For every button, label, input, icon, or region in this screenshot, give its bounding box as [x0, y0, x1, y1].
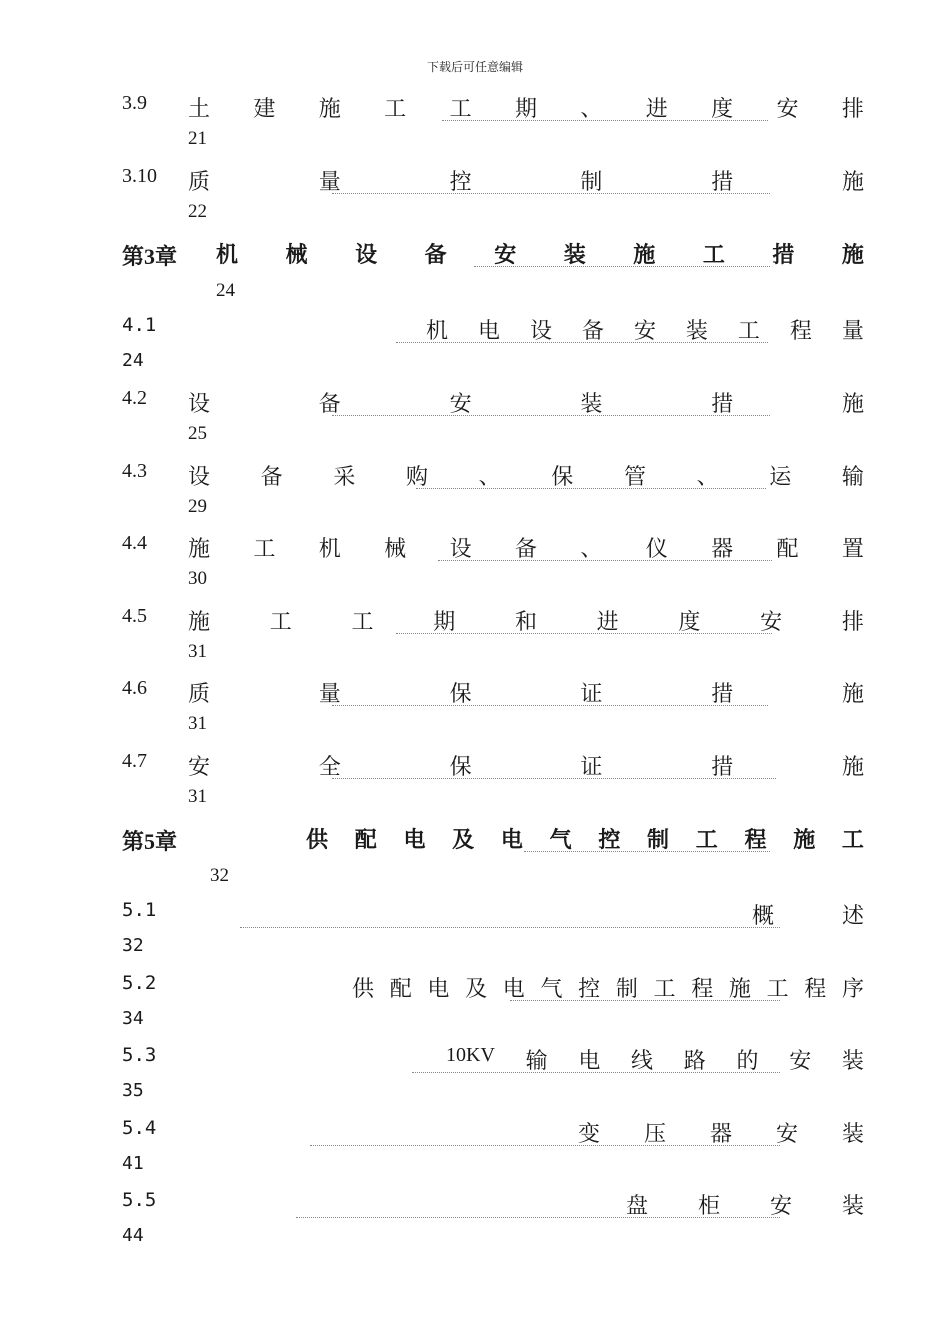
title-char: 措: [711, 755, 734, 780]
entry-title: [188, 460, 864, 491]
title-char: 、: [478, 465, 501, 490]
page-number: 41: [122, 1153, 144, 1174]
title-char: 施: [793, 828, 816, 853]
title-char: 程: [744, 828, 767, 853]
title-char: 装: [841, 1049, 864, 1074]
title-char: 工: [269, 610, 292, 635]
title-char: 安: [789, 1049, 812, 1074]
section-number: 5.4: [122, 1117, 157, 1139]
toc-entry[interactable]: [0, 825, 950, 897]
entry-title: [188, 750, 864, 781]
title-char: 电: [477, 319, 500, 344]
entry-title: [578, 1117, 864, 1148]
entry-title: [188, 532, 864, 563]
title-char: 气: [540, 977, 563, 1002]
toc-entry[interactable]: [0, 750, 950, 822]
section-number: 4.1: [122, 314, 157, 336]
entry-title: [216, 238, 864, 269]
title-char: 制: [647, 828, 670, 853]
title-char: 工: [449, 97, 472, 122]
title-char: 安: [760, 610, 783, 635]
title-char: 10KV: [446, 1044, 495, 1066]
title-char: 措: [711, 682, 734, 707]
page-header: 下载后可任意编辑: [426, 60, 523, 74]
title-char: 变: [578, 1122, 601, 1147]
title-char: 配: [354, 828, 377, 853]
title-char: 置: [841, 537, 864, 562]
page-number: 29: [188, 496, 207, 517]
page-number: 21: [188, 128, 207, 149]
entry-title: [306, 823, 864, 854]
title-char: 运: [769, 465, 792, 490]
title-char: 程: [691, 977, 714, 1002]
title-char: 安: [449, 392, 472, 417]
title-char: 装: [685, 319, 708, 344]
title-char: 工: [351, 610, 374, 635]
title-char: 输: [525, 1049, 548, 1074]
toc-entry[interactable]: [0, 387, 950, 459]
title-char: 装: [563, 243, 586, 268]
toc-entry[interactable]: [0, 899, 950, 971]
title-char: 证: [580, 755, 603, 780]
toc-entry[interactable]: [0, 532, 950, 604]
title-char: 机: [426, 319, 449, 344]
toc-entry[interactable]: [0, 972, 950, 1044]
title-char: 设: [529, 319, 552, 344]
title-char: 配: [776, 537, 799, 562]
title-char: 线: [631, 1049, 654, 1074]
title-char: 安: [633, 319, 656, 344]
title-char: 期: [433, 610, 456, 635]
title-char: 程: [804, 977, 827, 1002]
title-char: 土: [188, 97, 211, 122]
page-number: 31: [188, 786, 207, 807]
title-char: 电: [502, 977, 525, 1002]
page-number: 24: [122, 350, 144, 371]
title-char: 措: [772, 243, 795, 268]
entry-title: [352, 972, 864, 1003]
section-number: 4.5: [122, 605, 147, 627]
title-char: 柜: [697, 1194, 720, 1219]
title-char: 建: [253, 97, 276, 122]
title-char: 器: [709, 1122, 732, 1147]
page-number: 34: [122, 1008, 144, 1029]
title-char: 、: [580, 537, 603, 562]
entry-title: [446, 1044, 864, 1075]
title-char: 施: [841, 682, 864, 707]
title-char: 施: [841, 392, 864, 417]
section-number: 4.6: [122, 677, 147, 699]
title-char: 施: [318, 97, 341, 122]
section-number: 4.2: [122, 387, 147, 409]
title-char: 控: [578, 977, 601, 1002]
section-number: 5.1: [122, 899, 157, 921]
title-char: 施: [841, 755, 864, 780]
title-char: 电: [403, 828, 426, 853]
title-char: 工: [841, 828, 864, 853]
entry-title: [188, 677, 864, 708]
section-number: 5.3: [122, 1044, 157, 1066]
toc-entry[interactable]: [0, 165, 950, 237]
page-number: 25: [188, 423, 207, 444]
toc-entry[interactable]: [0, 240, 950, 312]
title-char: 控: [598, 828, 621, 853]
section-number: 4.7: [122, 750, 147, 772]
title-char: 械: [384, 537, 407, 562]
title-char: 备: [514, 537, 537, 562]
title-char: 安: [188, 755, 211, 780]
title-char: 量: [318, 170, 341, 195]
title-char: 施: [841, 243, 864, 268]
section-number: 3.9: [122, 92, 147, 114]
page-number: 31: [188, 713, 207, 734]
toc-entry[interactable]: [0, 1117, 950, 1189]
title-char: 工: [653, 977, 676, 1002]
title-char: 程: [789, 319, 812, 344]
title-char: 采: [333, 465, 356, 490]
title-char: 工: [253, 537, 276, 562]
title-char: 压: [643, 1122, 666, 1147]
title-char: 设: [355, 243, 378, 268]
title-char: 施: [633, 243, 656, 268]
title-char: 装: [580, 392, 603, 417]
title-char: 量: [318, 682, 341, 707]
toc-entry[interactable]: [0, 605, 950, 677]
title-char: 工: [737, 319, 760, 344]
title-char: 配: [389, 977, 412, 1002]
title-char: 措: [711, 170, 734, 195]
title-char: 度: [711, 97, 734, 122]
title-char: 装: [841, 1194, 864, 1219]
title-char: 设: [188, 392, 211, 417]
toc-entry[interactable]: [0, 677, 950, 749]
title-char: 施: [188, 537, 211, 562]
title-char: 施: [841, 170, 864, 195]
title-char: 输: [841, 465, 864, 490]
entry-title: [188, 605, 864, 636]
title-char: 控: [449, 170, 472, 195]
page-number: 22: [188, 201, 207, 222]
page-number: 44: [122, 1225, 144, 1246]
title-char: 概: [752, 904, 775, 929]
title-char: 的: [736, 1049, 759, 1074]
entry-title: [626, 1189, 864, 1220]
title-char: 量: [841, 319, 864, 344]
title-char: 仪: [645, 537, 668, 562]
entry-title: [188, 387, 864, 418]
title-char: 盘: [626, 1194, 649, 1219]
title-char: 、: [580, 97, 603, 122]
title-char: 保: [449, 682, 472, 707]
title-char: 制: [580, 170, 603, 195]
title-char: 质: [188, 682, 211, 707]
dot-leader: [240, 927, 780, 928]
toc-entry[interactable]: [0, 92, 950, 164]
title-char: 和: [514, 610, 537, 635]
title-char: 施: [728, 977, 751, 1002]
toc-entry[interactable]: [0, 1044, 950, 1116]
page-number: 30: [188, 568, 207, 589]
title-char: 机: [318, 537, 341, 562]
entry-title: [426, 314, 864, 345]
title-char: 进: [596, 610, 619, 635]
title-char: 措: [711, 392, 734, 417]
title-char: 工: [384, 97, 407, 122]
title-char: 备: [260, 465, 283, 490]
title-char: 及: [452, 828, 475, 853]
section-number: 5.5: [122, 1189, 157, 1211]
entry-title: [752, 899, 864, 930]
title-char: 保: [449, 755, 472, 780]
title-char: 气: [549, 828, 572, 853]
title-char: 电: [578, 1049, 601, 1074]
chapter-number: 第5章: [122, 829, 178, 854]
entry-title: [188, 92, 864, 123]
title-char: 备: [581, 319, 604, 344]
title-char: 备: [424, 243, 447, 268]
title-char: 安: [775, 1122, 798, 1147]
toc-entry[interactable]: [0, 314, 950, 386]
title-char: 证: [580, 682, 603, 707]
page-number: 35: [122, 1080, 144, 1101]
title-char: 路: [683, 1049, 706, 1074]
title-char: 电: [427, 977, 450, 1002]
section-number: 4.4: [122, 532, 147, 554]
title-char: 度: [678, 610, 701, 635]
title-char: 工: [695, 828, 718, 853]
title-char: 质: [188, 170, 211, 195]
section-number: 3.10: [122, 165, 157, 187]
toc-entry[interactable]: [0, 460, 950, 532]
title-char: 供: [352, 977, 375, 1002]
toc-entry[interactable]: [0, 1189, 950, 1261]
title-char: 工: [766, 977, 789, 1002]
title-char: 器: [711, 537, 734, 562]
title-char: 管: [623, 465, 646, 490]
title-char: 机: [216, 243, 239, 268]
title-char: 供: [306, 828, 329, 853]
title-char: 及: [465, 977, 488, 1002]
title-char: 电: [500, 828, 523, 853]
section-number: 5.2: [122, 972, 157, 994]
title-char: 设: [449, 537, 472, 562]
title-char: 述: [841, 904, 864, 929]
title-char: 进: [645, 97, 668, 122]
title-char: 安: [769, 1194, 792, 1219]
title-char: 工: [702, 243, 725, 268]
page-number: 32: [210, 865, 229, 886]
title-char: 期: [514, 97, 537, 122]
title-char: 安: [776, 97, 799, 122]
title-char: 保: [551, 465, 574, 490]
entry-title: [188, 165, 864, 196]
title-char: 施: [188, 610, 211, 635]
title-char: 序: [841, 977, 864, 1002]
page-number: 32: [122, 935, 144, 956]
page-number: 24: [216, 280, 235, 301]
title-char: 设: [188, 465, 211, 490]
title-char: 械: [285, 243, 308, 268]
title-char: 排: [841, 610, 864, 635]
page-number: 31: [188, 641, 207, 662]
title-char: 备: [318, 392, 341, 417]
title-char: 、: [696, 465, 719, 490]
title-char: 安: [494, 243, 517, 268]
title-char: 全: [318, 755, 341, 780]
section-number: 4.3: [122, 460, 147, 482]
chapter-number: 第3章: [122, 244, 178, 269]
title-char: 排: [841, 97, 864, 122]
title-char: 购: [405, 465, 428, 490]
title-char: 装: [841, 1122, 864, 1147]
title-char: 制: [615, 977, 638, 1002]
